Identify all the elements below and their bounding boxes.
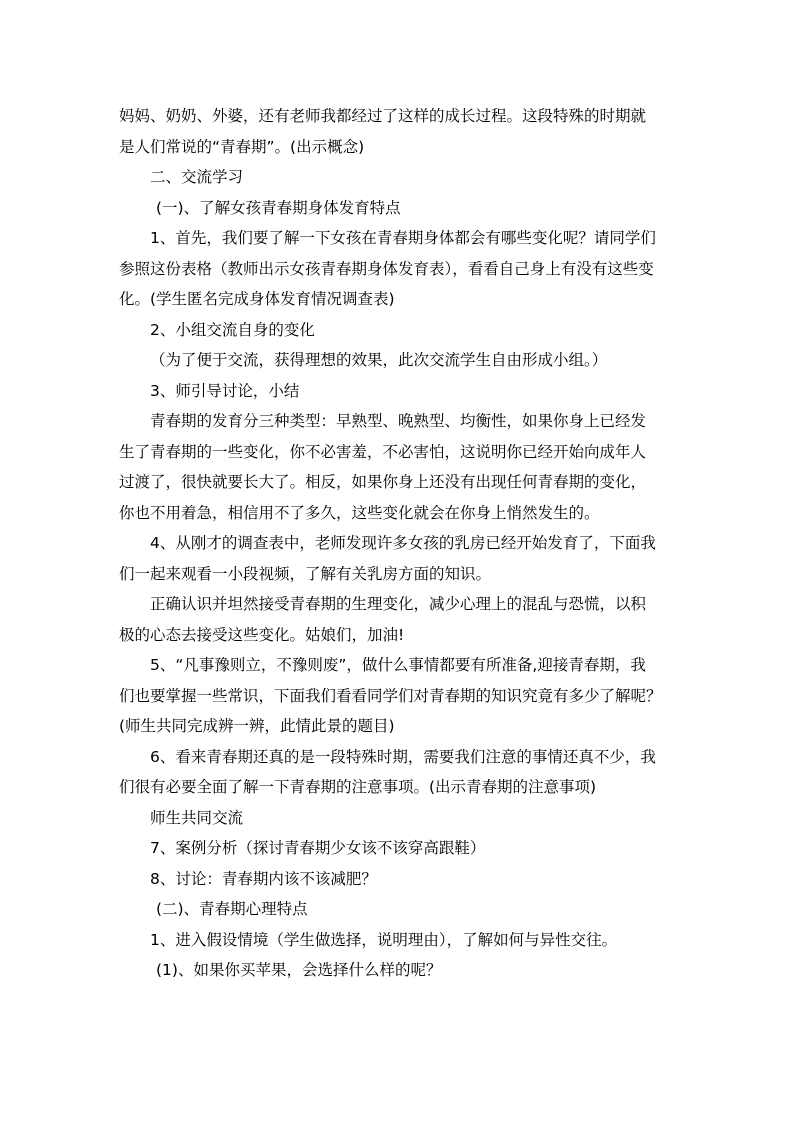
- paragraph-line: 们也要掌握一些常识，下面我们看看同学们对青春期的知识究竟有多少了解呢？: [119, 686, 662, 705]
- paragraph-line: 8、讨论：青春期内该不该减肥？: [150, 869, 377, 888]
- paragraph-line: 4、从刚才的调查表中，老师发现许多女孩的乳房已经开始发育了，下面我: [150, 534, 656, 552]
- paragraph-line: 过渡了，很快就要长大了。相反，如果你身上还没有出现任何青春期的变化，: [119, 473, 647, 491]
- paragraph-line: (1)、如果你买苹果，会选择什么样的呢？: [156, 961, 442, 979]
- paragraph-line: 是人们常说的“青春期”。(出示概念): [119, 137, 365, 156]
- paragraph-line: 7、案例分析（探讨青春期少女该不该穿高跟鞋）: [150, 839, 486, 857]
- document-body: [119, 101, 689, 986]
- paragraph-line: 6、看来青春期还真的是一段特殊时期，需要我们注意的事情还真不少，我: [150, 747, 656, 766]
- paragraph-line: 青春期的发育分三种类型：早熟型、晚熟型、均衡性，如果你身上已经发: [150, 412, 647, 430]
- paragraph-line: 3、师引导讨论，小结: [150, 381, 300, 400]
- paragraph-line: 1、首先，我们要了解一下女孩在青春期身体都会有哪些变化呢？请同学们: [150, 229, 656, 247]
- paragraph-line: 5、“凡事豫则立，不豫则废”，做什么事情都要有所准备,迎接青春期，我: [150, 656, 646, 674]
- subsection-heading: (一)、了解女孩青春期身体发育特点: [156, 198, 401, 217]
- paragraph-line: 1、进入假设情境（学生做选择，说明理由），了解如何与异性交往。: [150, 930, 618, 949]
- section-heading: 二、交流学习: [150, 168, 244, 186]
- paragraph-line: 们一起来观看一小段视频，了解有关乳房方面的知识。: [119, 564, 492, 583]
- paragraph-line: 极的心态去接受这些变化。姑娘们，加油!: [119, 625, 405, 644]
- paragraph-line: 生了青春期的一些变化，你不必害羞，不必害怕，这说明你已经开始向成年人: [119, 442, 647, 461]
- paragraph-line: 化。(学生匿名完成身体发育情况调查表): [119, 290, 395, 308]
- paragraph-line: (师生共同完成辨一辨，此情此景的题目): [119, 717, 395, 735]
- paragraph-line: 参照这份表格（教师出示女孩青春期身体发育表），看看自己身上有没有这些变: [119, 259, 654, 278]
- paragraph-line: 2、小组交流自身的变化: [150, 320, 315, 339]
- paragraph-line: （为了便于交流，获得理想的效果，此次交流学生自由形成小组。）: [150, 351, 608, 369]
- paragraph-line: 正确认识并坦然接受青春期的生理变化，减少心理上的混乱与恐慌，以积: [150, 595, 647, 613]
- paragraph-line: 师生共同交流: [150, 808, 244, 827]
- paragraph-line: 妈妈、奶奶、外婆，还有老师我都经过了这样的成长过程。这段特殊的时期就: [119, 107, 647, 125]
- paragraph-line: 们很有必要全面了解一下青春期的注意事项。(出示青春期的注意事项): [119, 778, 597, 796]
- subsection-heading: (二)、青春期心理特点: [156, 900, 308, 918]
- paragraph-line: 你也不用着急，相信用不了多久，这些变化就会在你身上悄然发生的。: [119, 503, 600, 522]
